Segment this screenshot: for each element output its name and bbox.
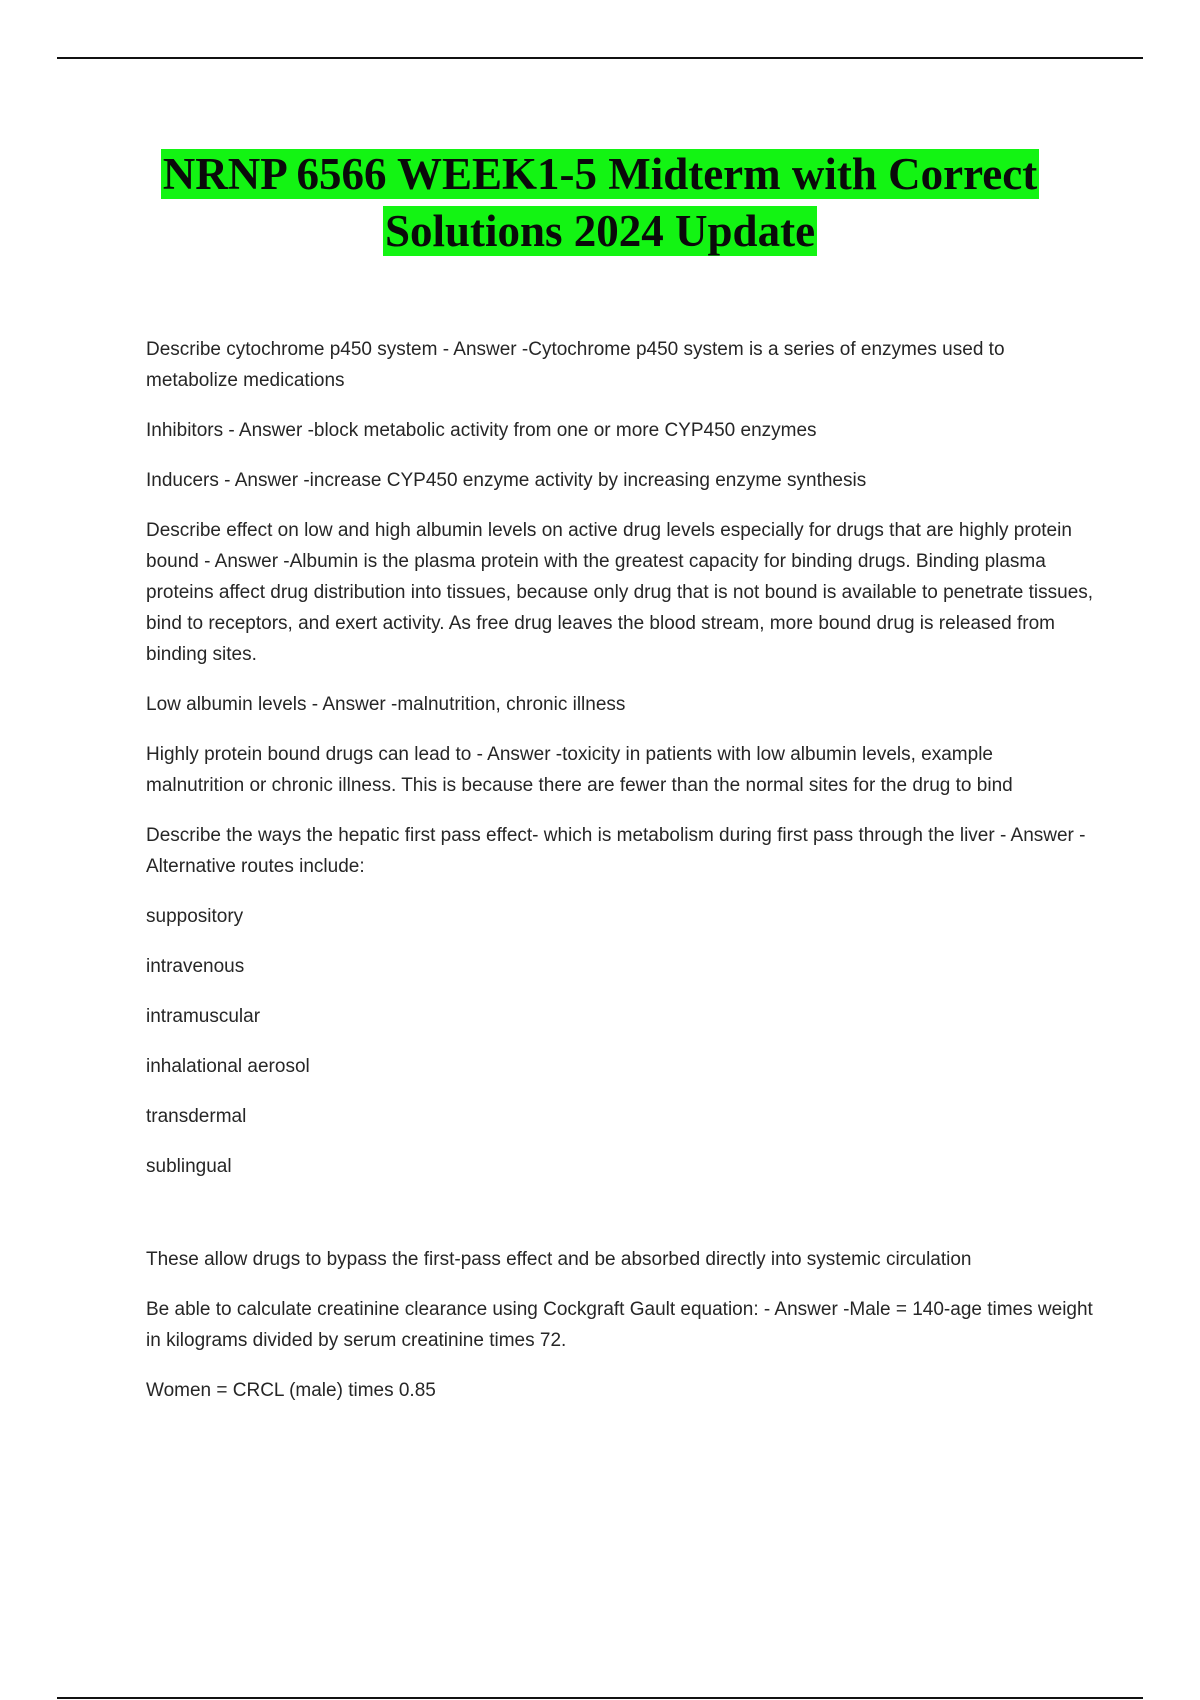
- qa-paragraph-creatinine-clearance: Be able to calculate creatinine clearance using Cockgraft Gault equation: - Answer -Male = 140-age times weight in kilograms divided by serum creatinine times 72.: [146, 1299, 1093, 1351]
- top-rule: [57, 57, 1143, 59]
- route-list-item: intravenous: [146, 956, 245, 977]
- document-body: [146, 334, 1096, 1425]
- route-list-item: suppository: [146, 906, 244, 927]
- women-formula: Women = CRCL (male) times 0.85: [146, 1380, 436, 1401]
- bypass-explanation: These allow drugs to bypass the first-pass effect and be absorbed directly into systemic circulation: [146, 1249, 972, 1270]
- qa-paragraph-albumin: Describe effect on low and high albumin levels on active drug levels especially for drugs that are highly protein bound - Answer -Albumin is the plasma protein with the greatest capacity for binding drugs. Binding plasma proteins affect drug distribution into tissues, because only drug that is not bound is available to penetrate tissues, bind to receptors, and exert activity. As free drug leaves the blood stream, more bound drug is released from binding sites.: [146, 520, 1094, 665]
- qa-paragraph-low-albumin: Low albumin levels - Answer -malnutrition, chronic illness: [146, 694, 626, 715]
- qa-paragraph-cyp450: Describe cytochrome p450 system - Answer -Cytochrome p450 system is a series of enzymes used to metabolize medications: [146, 339, 1005, 391]
- title-line-1: NRNP 6566 WEEK1-5 Midterm with Correct: [162, 149, 1038, 199]
- qa-paragraph-first-pass: Describe the ways the hepatic first pass effect- which is metabolism during first pass through the liver - Answer -Alternative routes include:: [146, 825, 1086, 877]
- route-list-item: sublingual: [146, 1156, 232, 1177]
- qa-paragraph-inducers: Inducers - Answer -increase CYP450 enzyme activity by increasing enzyme synthesis: [146, 470, 867, 491]
- route-list-item: intramuscular: [146, 1006, 261, 1027]
- qa-paragraph-inhibitors: Inhibitors - Answer -block metabolic activity from one or more CYP450 enzymes: [146, 420, 817, 441]
- qa-paragraph-protein-bound: Highly protein bound drugs can lead to - Answer -toxicity in patients with low albumin levels, example malnutrition or chronic illness. This is because there are fewer than the normal sites for the drug to bind: [146, 744, 1013, 796]
- title-line-2: Solutions 2024 Update: [384, 206, 816, 256]
- route-list-item: inhalational aerosol: [146, 1056, 310, 1077]
- document-title: [100, 146, 1100, 260]
- route-list-item: transdermal: [146, 1106, 247, 1127]
- bottom-rule: [57, 1697, 1143, 1699]
